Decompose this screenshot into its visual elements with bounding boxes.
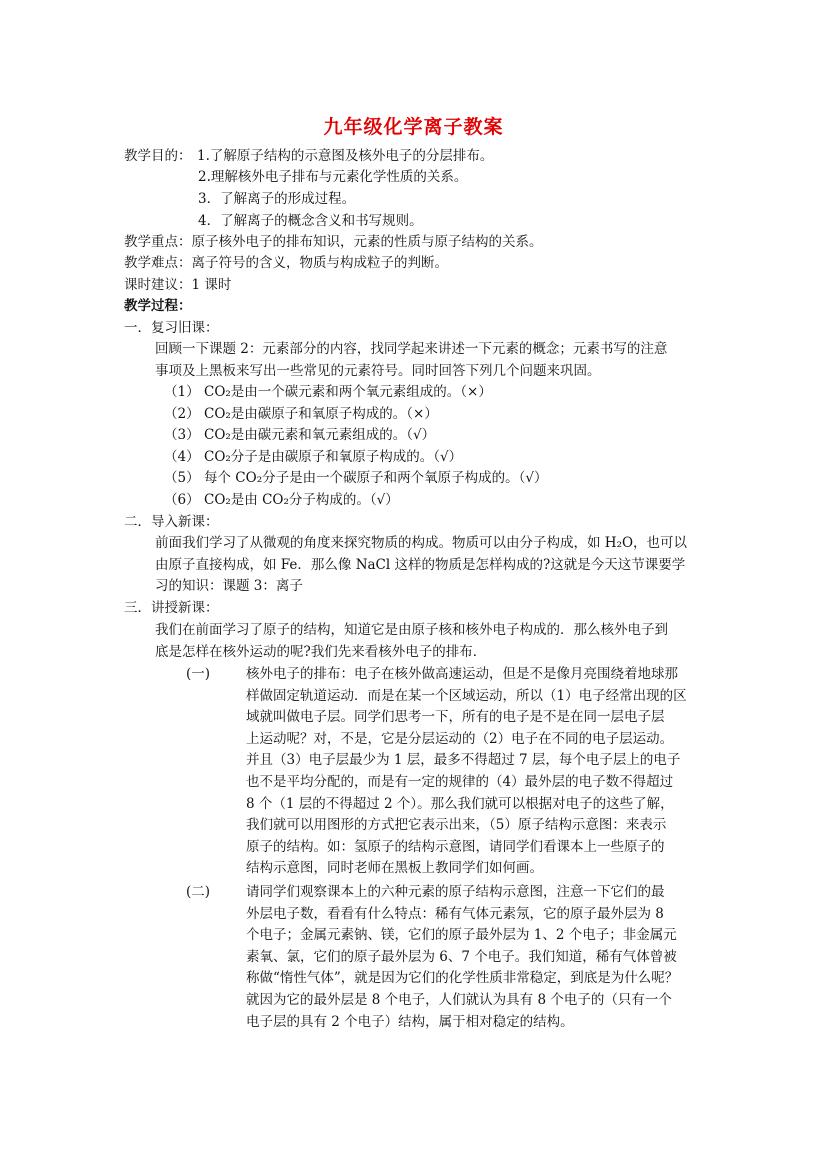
difficulties: 教学难点：离子符号的含义，物质与构成粒子的判断。: [124, 255, 448, 271]
objectives-label: 教学目的：: [124, 148, 192, 164]
section2-body: [155, 533, 687, 598]
paragraph-line: 电子层的具有 2 个电子）结构，属于相对稳定的结构。: [246, 1013, 574, 1030]
part-number: (一): [186, 666, 211, 682]
paragraph-line: 由原子直接构成，如 Fe．那么像 NaCl 这样的物质是怎样构成的?这就是今天这节课要学: [155, 556, 686, 573]
paragraph-line: 外层电子数，看看有什么特点：稀有气体元素氖，它的原子最外层为 8: [246, 905, 664, 922]
key-points: 教学重点：原子核外电子的排布知识，元素的性质与原子结构的关系。: [124, 234, 543, 250]
question-number: （2）: [164, 406, 200, 422]
paragraph-line: 我们在前面学习了原子的结构，知道它是由原子核和核外电子构成的．那么核外电子到: [155, 622, 668, 638]
question-text: CO₂分子是由碳原子和氧原子构成的。（√）: [204, 449, 463, 465]
paragraph-line: 并且（3）电子层最少为 1 层，最多不得超过 7 层，每个电子层上的电子: [246, 752, 681, 769]
paragraph-line: 原子的结构。如：氢原子的结构示意图，请同学们看课本上一些原子的: [246, 838, 665, 855]
part-number: (二): [186, 884, 211, 900]
question-text: CO₂是由一个碳元素和两个氧元素组成的。（×）: [204, 384, 492, 400]
paragraph-line: 底是怎样在核外运动的呢?我们先来看核外电子的排布．: [155, 643, 487, 660]
objective-item: 1.了解原子结构的示意图及核外电子的分层排布。: [197, 148, 494, 164]
paragraph-line: 个电子；金属元素钠、镁，它们的原子最外层为 1、2 个电子；非金属元: [246, 927, 677, 944]
paragraph-line: 事项及上黑板来写出一些常见的元素符号。同时回答下列几个问题来巩固。: [155, 362, 601, 379]
paragraph-line: 8 个（1 层的不得超过 2 个）。那么我们就可以根据对电子的这些了解，: [246, 795, 674, 812]
section3-intro: [155, 620, 668, 663]
question-text: CO₂是由碳原子和氧原子构成的。（×）: [204, 406, 438, 422]
question-number: （5）: [164, 470, 200, 486]
paragraph-line: 我们就可以用图形的方式把它表示出来，（5）原子结构示意图：来表示: [246, 817, 667, 834]
process-heading: 教学过程：: [124, 298, 192, 314]
objective-item: 2.理解核外电子排布与元素化学性质的关系。: [198, 169, 468, 185]
objective-item: 4．了解离子的概念含义和书写规则。: [198, 213, 423, 229]
paragraph-line: 习的知识：课题 3：离子: [155, 578, 303, 595]
part1-body: [246, 664, 687, 880]
question-number: （1）: [164, 384, 200, 400]
question-number: （4）: [164, 449, 200, 465]
class-hours: 课时建议：1 课时: [124, 277, 232, 293]
paragraph-line: 就因为它的最外层是 8 个电子，人们就认为具有 8 个电子的（只有一个: [246, 991, 672, 1008]
section2-heading: 二．导入新课：: [124, 514, 219, 530]
paragraph-line: 称做“惰性气体”，就是因为它们的化学性质非常稳定，到底是为什么呢？: [246, 970, 679, 987]
question-text: CO₂是由碳元素和氧元素组成的。（√）: [204, 427, 436, 443]
paragraph-line: 域就叫做电子层。同学们思考一下，所有的电子是不是在同一层电子层: [246, 709, 665, 726]
paragraph-line: 前面我们学习了从微观的角度来探究物质的构成。物质可以由分子构成，如 H₂O，也可以: [155, 535, 688, 551]
part2-body: [246, 882, 678, 1033]
paragraph-line: 上运动呢？对，不是，它是分层运动的（2）电子在不同的电子层运动。: [246, 730, 674, 747]
question-number: （6）: [164, 492, 200, 508]
paragraph-line: 素氧、氯，它们的原子最外层为 6、7 个电子。我们知道，稀有气体曾被: [246, 948, 677, 965]
objective-item: 3．了解离子的形成过程。: [198, 191, 356, 207]
question-text: CO₂是由 CO₂分子构成的。（√）: [204, 492, 399, 508]
document-title: 九年级化学离子教案: [323, 116, 504, 138]
paragraph-line: 样做固定轨道运动．而是在某一个区域运动，所以（1）电子经常出现的区: [246, 687, 687, 704]
paragraph-line: 核外电子的排布：电子在核外做高速运动，但是不是像月亮围绕着地球那: [246, 666, 678, 682]
question-number: （3）: [164, 427, 200, 443]
paragraph-line: 结构示意图，同时老师在黑板上教同学们如何画。: [246, 860, 543, 877]
paragraph-line: 请同学们观察课本上的六种元素的原子结构示意图，注意一下它们的最: [246, 884, 665, 900]
question-text: 每个 CO₂分子是由一个碳原子和两个氧原子构成的。（√）: [204, 470, 548, 486]
section1-intro: [155, 339, 667, 382]
section3-heading: 三．讲授新课：: [124, 600, 219, 616]
section1-heading: 一．复习旧课：: [124, 320, 219, 336]
paragraph-line: 也不是平均分配的，而是有一定的规律的（4）最外层的电子数不得超过: [246, 773, 674, 790]
paragraph-line: 回顾一下课题 2：元素部分的内容，找同学起来讲述一下元素的概念；元素书写的注意: [155, 341, 668, 357]
